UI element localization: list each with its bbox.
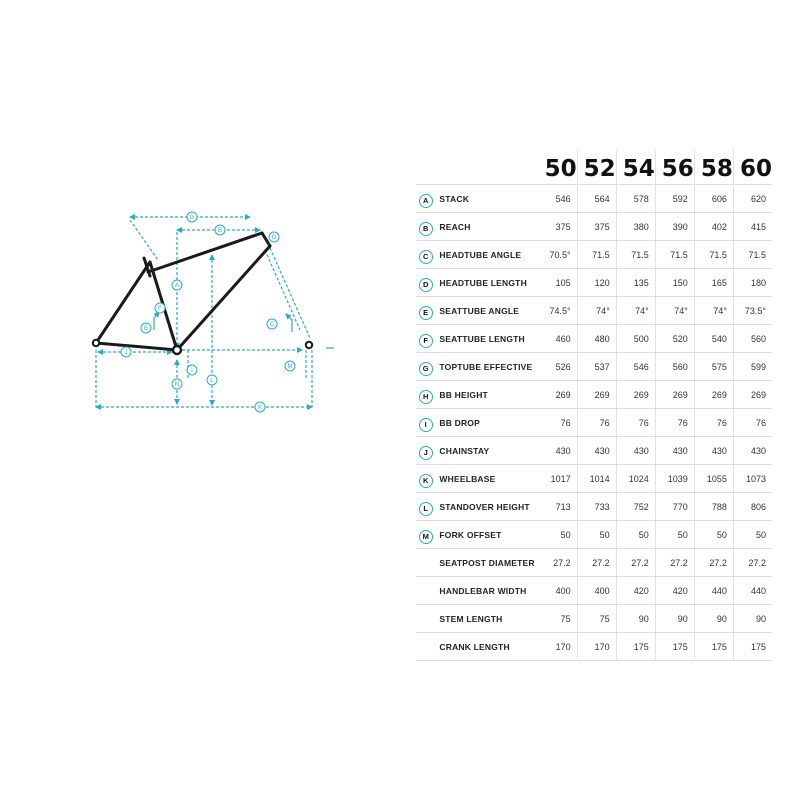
row-value: 400 [577, 577, 616, 605]
dimension-badge: I [419, 418, 433, 432]
geometry-table [416, 150, 772, 661]
row-label: STANDOVER HEIGHT [435, 493, 538, 521]
badge-cell [416, 213, 435, 241]
row-value: 76 [539, 409, 578, 437]
row-value: 50 [616, 521, 655, 549]
bottom-bracket-point [173, 346, 181, 354]
down-tube [174, 246, 270, 350]
row-value: 27.2 [539, 549, 578, 577]
badge-letter-m: M [287, 364, 293, 371]
dimension-badge: G [419, 362, 433, 376]
row-value: 546 [539, 185, 578, 213]
row-value: 1039 [655, 465, 694, 493]
row-value: 430 [616, 437, 655, 465]
row-label: SEATPOST DIAMETER [435, 549, 538, 577]
size-header: 52 [577, 150, 616, 185]
badge-cell [416, 577, 435, 605]
row-value: 175 [694, 633, 733, 661]
row-value: 90 [655, 605, 694, 633]
row-value: 165 [694, 269, 733, 297]
badge-cell [416, 297, 435, 325]
row-value: 76 [733, 409, 772, 437]
row-value: 430 [577, 437, 616, 465]
row-value: 733 [577, 493, 616, 521]
row-value: 537 [577, 353, 616, 381]
row-value: 71.5 [733, 241, 772, 269]
row-value: 620 [733, 185, 772, 213]
row-value: 90 [616, 605, 655, 633]
row-value: 50 [539, 521, 578, 549]
row-value: 269 [655, 381, 694, 409]
badge-letter-n: N [174, 382, 180, 389]
row-value: 440 [694, 577, 733, 605]
badge-letter-f: F [158, 306, 162, 313]
row-label: FORK OFFSET [435, 521, 538, 549]
badge-cell [416, 605, 435, 633]
badge-letter-g: G [189, 215, 195, 222]
dimension-badge: E [419, 306, 433, 320]
header-spacer [416, 150, 435, 185]
row-value: 175 [616, 633, 655, 661]
row-value: 135 [616, 269, 655, 297]
row-value: 150 [655, 269, 694, 297]
dim-fork-guide-1 [265, 250, 300, 330]
row-value: 76 [655, 409, 694, 437]
row-value: 806 [733, 493, 772, 521]
row-value: 599 [733, 353, 772, 381]
row-label: STEM LENGTH [435, 605, 538, 633]
row-label: SEATTUBE ANGLE [435, 297, 538, 325]
size-header: 60 [739, 156, 772, 182]
row-value: 1014 [577, 465, 616, 493]
row-value: 752 [616, 493, 655, 521]
row-value: 74° [616, 297, 655, 325]
row-value: 420 [616, 577, 655, 605]
badge-cell [416, 437, 435, 465]
row-value: 375 [539, 213, 578, 241]
row-value: 27.2 [616, 549, 655, 577]
dimension-badge: L [419, 502, 433, 516]
dimension-badge: B [419, 222, 433, 236]
table-row [416, 297, 772, 325]
frame-geometry-diagram [80, 200, 340, 430]
row-value: 430 [733, 437, 772, 465]
row-value: 606 [694, 185, 733, 213]
row-value: 50 [655, 521, 694, 549]
row-value: 27.2 [655, 549, 694, 577]
size-header: 56 [655, 150, 694, 185]
dim-e-seatangle-arrow [154, 312, 159, 330]
row-value: 50 [577, 521, 616, 549]
row-label: SEATTUBE LENGTH [435, 325, 538, 353]
table-row [416, 521, 772, 549]
row-value: 170 [539, 633, 578, 661]
badge-letter-a: A [174, 283, 180, 290]
row-value: 380 [616, 213, 655, 241]
size-header: 58 [694, 150, 733, 185]
row-value: 415 [733, 213, 772, 241]
row-value: 76 [577, 409, 616, 437]
badge-cell [416, 633, 435, 661]
row-value: 520 [655, 325, 694, 353]
row-value: 269 [733, 381, 772, 409]
size-header: 54 [616, 150, 655, 185]
row-value: 73.5° [733, 297, 772, 325]
row-value: 105 [539, 269, 578, 297]
bike-frame [96, 233, 270, 350]
row-label: HEADTUBE ANGLE [435, 241, 538, 269]
row-value: 27.2 [733, 549, 772, 577]
row-label: STACK [435, 185, 538, 213]
row-label: HANDLEBAR WIDTH [435, 577, 538, 605]
row-value: 269 [616, 381, 655, 409]
row-value: 175 [655, 633, 694, 661]
row-value: 500 [616, 325, 655, 353]
badge-letter-l: L [210, 378, 214, 385]
row-value: 430 [539, 437, 578, 465]
badge-letter-b: B [217, 228, 223, 235]
header-spacer [435, 150, 538, 185]
rear-axle-point [93, 340, 99, 346]
table-row [416, 409, 772, 437]
size-header-row [416, 150, 772, 185]
row-value: 430 [655, 437, 694, 465]
row-value: 27.2 [577, 549, 616, 577]
table-row [416, 269, 772, 297]
row-value: 175 [733, 633, 772, 661]
table-row [416, 353, 772, 381]
dimension-badge: M [419, 530, 433, 544]
row-value: 71.5 [655, 241, 694, 269]
row-value: 526 [539, 353, 578, 381]
dimension-badge: H [419, 390, 433, 404]
table-row [416, 633, 772, 661]
row-value: 375 [577, 213, 616, 241]
badge-cell [416, 409, 435, 437]
badge-letter-i: I [191, 368, 193, 375]
row-label: HEADTUBE LENGTH [435, 269, 538, 297]
badge-cell [416, 353, 435, 381]
dimension-badge: J [419, 446, 433, 460]
row-value: 70.5° [539, 241, 578, 269]
head-tube [262, 233, 270, 246]
row-value: 76 [616, 409, 655, 437]
table-row [416, 605, 772, 633]
row-value: 75 [539, 605, 578, 633]
row-value: 402 [694, 213, 733, 241]
size-header: 50 [539, 150, 578, 185]
badge-letter-j: J [124, 350, 128, 357]
row-value: 269 [539, 381, 578, 409]
dim-g-guide [130, 220, 158, 260]
row-label: CRANK LENGTH [435, 633, 538, 661]
row-value: 480 [577, 325, 616, 353]
table-row [416, 381, 772, 409]
badge-letter-c: C [269, 322, 275, 329]
table-row [416, 493, 772, 521]
row-value: 71.5 [577, 241, 616, 269]
row-value: 578 [616, 185, 655, 213]
row-value: 71.5 [616, 241, 655, 269]
row-value: 592 [655, 185, 694, 213]
badge-cell [416, 325, 435, 353]
badge-letter-d: D [271, 235, 277, 242]
table-row [416, 437, 772, 465]
table-row [416, 185, 772, 213]
row-label: REACH [435, 213, 538, 241]
table-row [416, 577, 772, 605]
dim-c-headangle-arrow [286, 314, 292, 332]
row-value: 74° [694, 297, 733, 325]
geometry-rows [416, 185, 772, 661]
row-value: 27.2 [694, 549, 733, 577]
badge-letter-e: E [143, 326, 149, 333]
row-value: 76 [694, 409, 733, 437]
row-value: 269 [694, 381, 733, 409]
row-value: 540 [694, 325, 733, 353]
row-value: 1055 [694, 465, 733, 493]
row-value: 90 [694, 605, 733, 633]
badge-letter-k: K [257, 405, 263, 412]
badge-cell [416, 381, 435, 409]
row-value: 1024 [616, 465, 655, 493]
top-tube [148, 233, 262, 272]
table-row [416, 213, 772, 241]
row-value: 74° [577, 297, 616, 325]
row-value: 1073 [733, 465, 772, 493]
row-value: 74.5° [539, 297, 578, 325]
row-value: 269 [577, 381, 616, 409]
row-value: 390 [655, 213, 694, 241]
dimension-badge: A [419, 194, 433, 208]
row-value: 120 [577, 269, 616, 297]
row-value: 90 [733, 605, 772, 633]
row-value: 50 [733, 521, 772, 549]
row-value: 50 [694, 521, 733, 549]
badge-cell [416, 493, 435, 521]
row-label: BB HEIGHT [435, 381, 538, 409]
row-value: 180 [733, 269, 772, 297]
row-value: 1017 [539, 465, 578, 493]
row-value: 74° [655, 297, 694, 325]
dimension-badge: C [419, 250, 433, 264]
row-value: 400 [539, 577, 578, 605]
row-value: 430 [694, 437, 733, 465]
row-value: 564 [577, 185, 616, 213]
row-value: 170 [577, 633, 616, 661]
badge-cell [416, 185, 435, 213]
dimension-badge: D [419, 278, 433, 292]
row-value: 546 [616, 353, 655, 381]
table-row [416, 241, 772, 269]
dimension-badge: K [419, 474, 433, 488]
row-label: BB DROP [435, 409, 538, 437]
row-value: 770 [655, 493, 694, 521]
badge-cell [416, 465, 435, 493]
row-value: 460 [539, 325, 578, 353]
row-value: 75 [577, 605, 616, 633]
row-label: CHAINSTAY [435, 437, 538, 465]
row-value: 575 [694, 353, 733, 381]
table-row [416, 549, 772, 577]
row-value: 713 [539, 493, 578, 521]
row-value: 71.5 [694, 241, 733, 269]
row-value: 440 [733, 577, 772, 605]
row-label: TOPTUBE EFFECTIVE [435, 353, 538, 381]
table-row [416, 465, 772, 493]
table-row [416, 325, 772, 353]
badge-cell [416, 521, 435, 549]
front-axle-point [306, 342, 312, 348]
row-value: 560 [733, 325, 772, 353]
dimension-badge: F [419, 334, 433, 348]
badge-cell [416, 269, 435, 297]
row-value: 788 [694, 493, 733, 521]
badge-cell [416, 241, 435, 269]
row-value: 420 [655, 577, 694, 605]
row-label: WHEELBASE [435, 465, 538, 493]
badge-cell [416, 549, 435, 577]
row-value: 560 [655, 353, 694, 381]
